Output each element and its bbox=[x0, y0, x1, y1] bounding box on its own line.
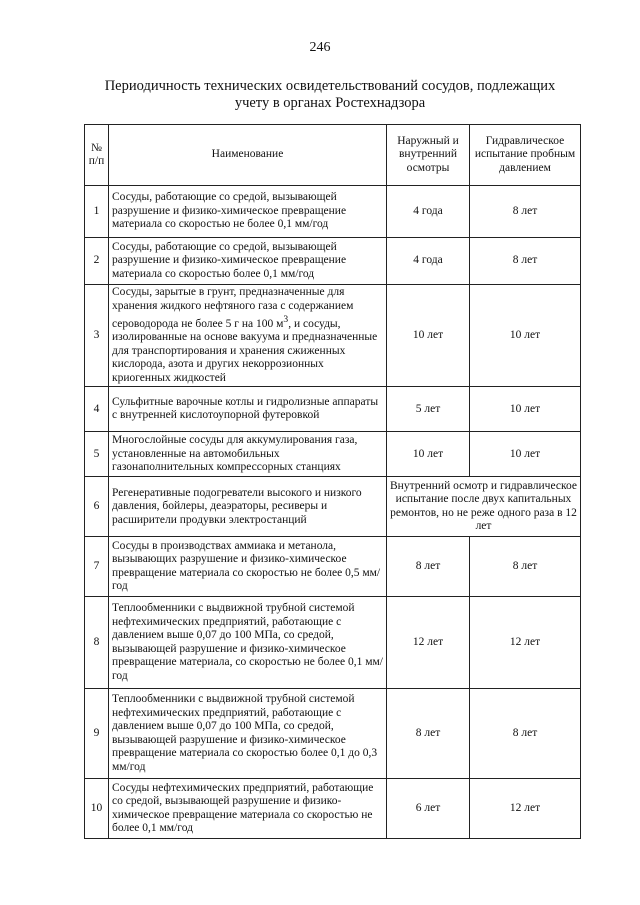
row-external: 10 лет bbox=[387, 432, 470, 477]
table-header-row bbox=[85, 125, 581, 186]
row-name: Теплообменники с выдвижной трубной системой нефтехимических предприятий, работающие с давлением выше 0,07 до 100 МПа, со средой, вызывающей разрушение и физико-химическое превращение материала со скоростью более 0,1 до 0,3 мм/год bbox=[109, 689, 387, 779]
row-external: 5 лет bbox=[387, 387, 470, 432]
row-name: Сосуды в производствах аммиака и метанола, вызывающих разрушение и физико-химическое превращение материала со скоростью не более 0,5 мм/год bbox=[109, 537, 387, 597]
header-num: № п/п bbox=[85, 125, 109, 186]
row-name-part: Сосуды, зарытые в грунт, предназначенные для хранения жидкого нефтяного газа с содержанием сероводорода не более 5 г на 100 м bbox=[112, 286, 354, 330]
inspection-table bbox=[84, 124, 581, 839]
row-num: 4 bbox=[85, 387, 109, 432]
header-name: Наименование bbox=[109, 125, 387, 186]
row-name: Сосуды нефтехимических предприятий, работающие со средой, вызывающей разрушение и физико-химическое превращение материала со скоростью не более 0,1 мм/год bbox=[109, 779, 387, 839]
table-row bbox=[85, 597, 581, 689]
row-hydraulic: 10 лет bbox=[470, 285, 581, 387]
row-name-part: , и сосуды, изолированные на основе вакуума и предназначенные для транспортирования и хранения сжиженных кислорода, азота и других некоррозионных криогенных жидкостей bbox=[112, 317, 378, 384]
row-hydraulic: 12 лет bbox=[470, 597, 581, 689]
row-external: 10 лет bbox=[387, 285, 470, 387]
row-name: Теплообменники с выдвижной трубной системой нефтехимических предприятий, работающие с давлением выше 0,07 до 100 МПа, со средой, вызывающей разрушение и физико-химическое превращение материала, со скоростью не более 0,1 мм/год bbox=[109, 597, 387, 689]
row-num: 10 bbox=[85, 779, 109, 839]
row-hydraulic: 10 лет bbox=[470, 387, 581, 432]
row-hydraulic: 8 лет bbox=[470, 689, 581, 779]
row-hydraulic: 8 лет bbox=[470, 238, 581, 285]
row-hydraulic: 12 лет bbox=[470, 779, 581, 839]
header-external: Наружный и внутренний осмотры bbox=[387, 125, 470, 186]
table-row bbox=[85, 689, 581, 779]
row-merged-inspection: Внутренний осмотр и гидравлическое испытание после двух капитальных ремонтов, но не реже одного раза в 12 лет bbox=[387, 477, 581, 537]
row-name: Сосуды, работающие со средой, вызывающей разрушение и физико-химическое превращение материала со скоростью более 0,1 мм/год bbox=[109, 238, 387, 285]
row-hydraulic: 8 лет bbox=[470, 537, 581, 597]
row-name: Многослойные сосуды для аккумулирования газа, установленные на автомобильных газонаполнительных компрессорных станциях bbox=[109, 432, 387, 477]
title-line-2: учету в органах Ростехнадзора bbox=[234, 95, 426, 111]
row-num: 8 bbox=[85, 597, 109, 689]
row-num: 6 bbox=[85, 477, 109, 537]
table-row bbox=[85, 432, 581, 477]
page-number: 246 bbox=[309, 40, 331, 55]
title-line-1: Периодичность технических освидетельствований сосудов, подлежащих bbox=[104, 78, 556, 94]
table-row bbox=[85, 285, 581, 387]
row-num: 2 bbox=[85, 238, 109, 285]
row-name: Регенеративные подогреватели высокого и низкого давления, бойлеры, деаэраторы, ресиверы и расширители продувки электростанций bbox=[109, 477, 387, 537]
table-row bbox=[85, 537, 581, 597]
table-row bbox=[85, 779, 581, 839]
row-name: Сосуды, работающие со средой, вызывающей разрушение и физико-химическое превращение материала со скоростью не более 0,1 мм/год bbox=[109, 186, 387, 238]
row-num: 5 bbox=[85, 432, 109, 477]
row-hydraulic: 8 лет bbox=[470, 186, 581, 238]
row-external: 12 лет bbox=[387, 597, 470, 689]
row-num: 7 bbox=[85, 537, 109, 597]
row-name: Сульфитные варочные котлы и гидролизные аппараты с внутренней кислотоупорной футеровкой bbox=[109, 387, 387, 432]
table-row bbox=[85, 477, 581, 537]
row-num: 3 bbox=[85, 285, 109, 387]
table-row bbox=[85, 186, 581, 238]
row-name-superscript: 3 bbox=[283, 314, 289, 325]
row-num: 9 bbox=[85, 689, 109, 779]
row-num: 1 bbox=[85, 186, 109, 238]
row-external: 6 лет bbox=[387, 779, 470, 839]
row-external: 8 лет bbox=[387, 689, 470, 779]
table-row bbox=[85, 238, 581, 285]
row-external: 8 лет bbox=[387, 537, 470, 597]
row-external: 4 года bbox=[387, 186, 470, 238]
row-name bbox=[109, 285, 387, 387]
page-title bbox=[90, 78, 570, 112]
row-external: 4 года bbox=[387, 238, 470, 285]
table-row bbox=[85, 387, 581, 432]
header-hydraulic: Гидравлическое испытание пробным давлением bbox=[470, 125, 581, 186]
row-hydraulic: 10 лет bbox=[470, 432, 581, 477]
